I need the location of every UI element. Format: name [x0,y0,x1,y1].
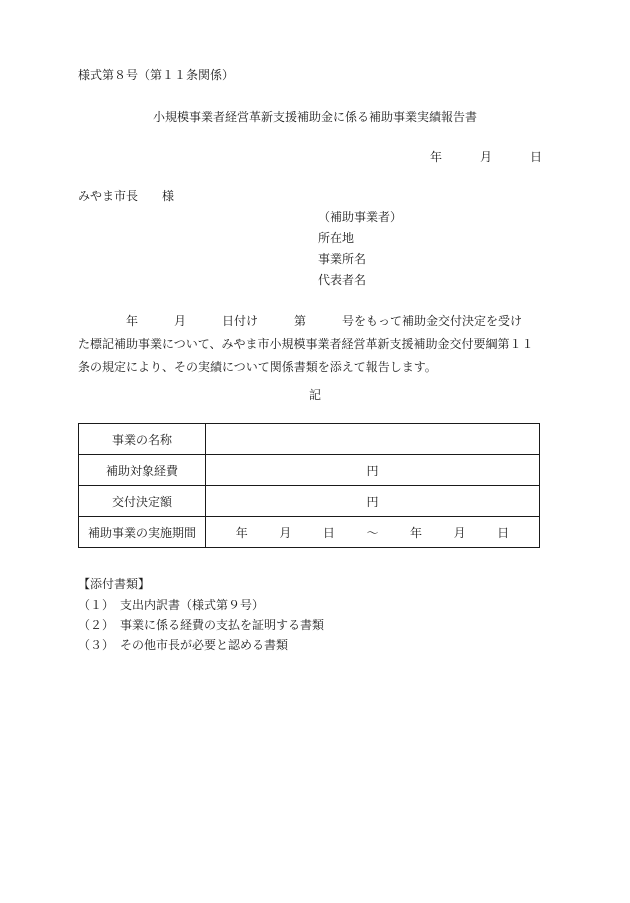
period-value [206,517,540,548]
body-line: 年 月 日付け 第 号をもって補助金交付決定を受け [78,314,523,328]
ki-heading: 記 [308,388,321,402]
report-body [78,310,548,379]
attachment-text: 事業に係る経費の支払を証明する書類 [120,618,325,632]
period-start-month: 月 [279,525,292,540]
attachment-text: その他市長が必要と認める書類 [120,638,289,652]
table-row [79,486,540,517]
project-name-label: 事業の名称 [79,424,206,455]
attachment-text: 支出内訳書（様式第９号） [120,598,265,612]
addressee-honorific: 様 [162,189,175,203]
attachment-item [78,636,288,653]
table-row [79,424,540,455]
table-row [79,517,540,548]
body-line: た標記補助事業について、みやま市小規模事業者経営革新支援補助金交付要綱第１１ [78,337,534,351]
document-title: 小規模事業者経営革新支援補助金に係る補助事業実績報告書 [152,110,477,124]
grant-amount-label: 交付決定額 [79,486,206,517]
period-end-day: 日 [497,525,510,540]
date-year-label: 年 [430,150,443,164]
attachment-number: （３） [78,638,115,652]
eligible-expense-label: 補助対象経費 [79,455,206,486]
period-end-year: 年 [410,525,423,540]
applicant-office-label: 事業所名 [318,252,367,266]
attachment-item [78,596,264,613]
project-name-value [206,424,540,455]
attachments-heading: 【添付書類】 [78,577,151,591]
applicant-address-label: 所在地 [318,231,355,245]
attachment-number: （１） [78,598,115,612]
applicant-heading: （補助事業者） [318,210,403,224]
addressee [78,187,174,204]
grant-amount-yen: 円 [206,486,540,517]
addressee-name: みやま市長 [78,189,139,203]
period-end-month: 月 [453,525,466,540]
date-line [430,148,542,165]
date-day-label: 日 [529,150,542,164]
body-line: 条の規定により、その実績について関係書類を添えて報告します。 [78,360,437,374]
period-start-year: 年 [235,525,248,540]
table-row [79,455,540,486]
report-detail-table [78,423,540,548]
eligible-expense-yen: 円 [206,455,540,486]
date-month-label: 月 [479,150,492,164]
attachment-number: （２） [78,618,115,632]
attachment-item [78,616,324,633]
period-label: 補助事業の実施期間 [79,517,206,548]
applicant-representative-label: 代表者名 [318,273,367,287]
form-number: 様式第８号（第１１条関係） [78,68,235,82]
period-tilde: ～ [366,525,379,540]
period-start-day: 日 [322,525,335,540]
